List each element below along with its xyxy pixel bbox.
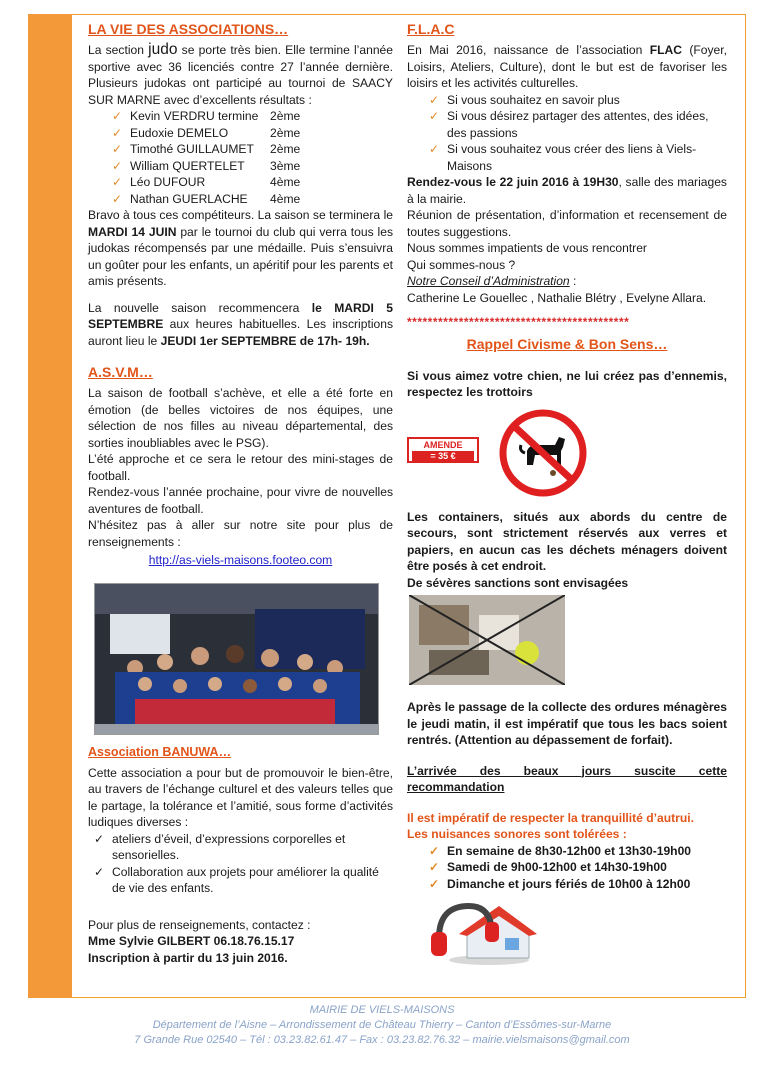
check-icon: ✓: [429, 843, 440, 858]
impatients-text: Nous sommes impatients de vous rencontrer: [407, 241, 647, 255]
list-item: [429, 876, 727, 893]
associations-title: LA VIE DES ASSOCIATIONS…: [88, 21, 289, 37]
check-icon: ✓: [94, 831, 105, 846]
judoka-name: Eudoxie DEMELO: [130, 125, 229, 140]
arrivee-paragraph: L’arrivée des beaux jours suscite cette recommandation: [407, 763, 727, 794]
list-item: [88, 831, 393, 864]
list-item: [88, 864, 393, 897]
conseil-colon: :: [569, 274, 577, 288]
horaire-item: Dimanche et jours fériés de 10h00 à 12h00: [447, 876, 691, 891]
judoka-rank: 2ème: [270, 125, 301, 140]
judoka-rank: 4ème: [270, 175, 301, 189]
footer-departement: Département de l’Aisne – Arrondissement de Château Thierry – Canton d’Essômes-sur-Marne: [152, 1019, 612, 1031]
flac-list: [407, 92, 727, 175]
check-icon: ✓: [94, 864, 105, 879]
no-dog-sign-icon: [497, 407, 589, 499]
check-icon: ✓: [429, 142, 440, 156]
page-footer: [0, 1003, 764, 1048]
judo-intro-start: La section: [88, 43, 149, 57]
horaires-list: [407, 843, 727, 893]
left-column: [88, 20, 393, 966]
list-item: [88, 108, 393, 125]
bravo-start: Bravo à tous ces compétiteurs. La saison se terminera le: [88, 208, 393, 222]
check-icon: ✓: [112, 109, 123, 123]
list-item: [88, 125, 393, 142]
flac-item: Si vous souhaitez vous créer des liens à Viels-Maisons: [447, 142, 697, 173]
list-item: [429, 108, 727, 141]
check-icon: ✓: [112, 175, 123, 189]
sanctions-text: De sévères sanctions sont envisagées: [407, 575, 629, 590]
flac-item: Si vous désirez partager des attentes, des idées, des passions: [447, 109, 709, 140]
qui-text: Qui sommes-nous ?: [407, 257, 516, 272]
conseil-names: Catherine Le Gouellec , Nathalie Blétry , Evelyne Allara.: [407, 290, 707, 305]
season-date: le MARDI 5 SEPTEMBRE: [88, 300, 393, 331]
chien-paragraph: Si vous aimez votre chien, ne lui créez pas d’ennemis, respectez les trottoirs: [407, 368, 727, 399]
flac-rest: (Foyer, Loisirs, Ateliers, Culture), dont le but est de favoriser les loisirs et les activités culturelles.: [407, 43, 727, 90]
judoka-rank: 2ème: [270, 109, 301, 123]
nuisances-text: Les nuisances sonores sont tolérées :: [407, 827, 627, 841]
dog-fine-graphic: [407, 407, 727, 499]
footer-mairie: MAIRIE DE VIELS-MAISONS: [309, 1004, 455, 1016]
amende-label: AMENDE: [423, 439, 463, 450]
list-item: [429, 141, 727, 174]
asvm-paragraph-3: Rendez-vous l’année prochaine, pour vivre de nouvelles aventures de football.: [88, 485, 393, 516]
flac-item: Si vous souhaitez en savoir plus: [447, 92, 620, 107]
imperatif-text: Il est impératif de respecter la tranquillité d’autrui.: [407, 810, 694, 825]
season-inscription: JEUDI 1er SEPTEMBRE de 17h- 19h.: [160, 333, 370, 348]
rdv-place: , salle des mariages à la mairie.: [407, 175, 727, 206]
judoka-name: William QUERTELET: [130, 158, 245, 173]
flac-acronym: FLAC: [649, 43, 682, 57]
conseil-label-text: Notre Conseil d’Administration: [407, 274, 570, 288]
football-team-photo: [94, 583, 379, 735]
season-start: La nouvelle saison recommencera: [88, 300, 312, 315]
bravo-rest: par le tournoi du club qui verra tous les judokas récompensés par une médaille. Puis s’ensuivra un goûter pour les enfants, un apéritif pour les parents et amis présents.: [88, 224, 393, 288]
asvm-paragraph-2: L’été approche et ce sera le retour des mini-stages de football.: [88, 452, 393, 483]
check-icon: ✓: [112, 158, 123, 173]
flac-start: En Mai 2016, naissance de l’association: [407, 43, 650, 57]
crossed-waste-image: [409, 595, 565, 685]
list-item: [88, 174, 393, 191]
bravo-date: MARDI 14 JUIN: [88, 224, 177, 239]
judo-intro-rest: se porte très bien. Elle termine l’année sportive avec 36 licenciés contre 27 l’année dernière. Plusieurs judokas ont participé au tournoi de SAACY SUR MARNE avec d’excellents résultats :: [88, 43, 393, 107]
flac-paragraph: [407, 42, 727, 92]
list-item: [429, 859, 727, 876]
house-headphones-icon: [429, 898, 537, 966]
check-icon: ✓: [429, 876, 440, 891]
team-photo-illustration: [95, 584, 378, 734]
reunion-paragraph: Réunion de présentation, d’information et recensement de toutes suggestions.: [407, 208, 727, 239]
bravo-paragraph: [88, 207, 393, 290]
asvm-paragraph-4: N’hésitez pas à aller sur notre site pour plus de renseignements :: [88, 518, 393, 549]
check-icon: ✓: [112, 191, 123, 206]
season-mid: aux heures habituelles. Les inscriptions auront lieu le: [88, 317, 393, 348]
containers-paragraph: Les containers, situés aux abords du centre de secours, sont strictement réservés aux verres et papiers, en aucun cas les déchets ménagers doivent être posés à cet endroit.: [407, 509, 727, 573]
banuwa-item: Collaboration aux projets pour améliorer la qualité de vie des enfants.: [112, 864, 379, 895]
horaire-item: Samedi de 9h00-12h00 et 14h30-19h00: [447, 860, 667, 874]
amende-box: [407, 437, 479, 463]
waste-photo: [409, 595, 565, 685]
judoka-name: Timothé GUILLAUMET: [130, 142, 254, 156]
orange-side-bar: [28, 14, 72, 998]
flac-title: F.L.A.C: [407, 21, 455, 37]
asvm-title: A.S.V.M…: [88, 364, 153, 380]
asvm-paragraph-1: La saison de football s’achève, et elle a été forte en émotion (de belles victoires de nos équipes, une sélection de nos filles au niveau départemental, des sorties inoubliables avec le PSG).: [88, 386, 393, 450]
banuwa-list: [88, 831, 393, 897]
judoka-rank: 4ème: [270, 191, 301, 206]
judoka-name: Kevin VERDRU termine: [130, 109, 259, 123]
rdv-date: Rendez-vous le 22 juin 2016 à 19H30: [407, 175, 619, 189]
contact-intro: Pour plus de renseignements, contactez :: [88, 917, 311, 932]
amende-value: = 35 €: [412, 451, 474, 461]
asvm-website-link[interactable]: http://as-viels-maisons.footeo.com: [148, 553, 333, 567]
judoka-name: Nathan GUERLACHE: [130, 191, 248, 206]
judo-word: judo: [148, 41, 178, 58]
season-paragraph: [88, 300, 393, 350]
right-column: [407, 20, 727, 971]
judoka-list: [88, 108, 393, 207]
footer-address: 7 Grande Rue 02540 – Tél : 03.23.82.61.47 – Fax : 03.23.82.76.32 – mairie.vielsmaisons@gmail.com: [134, 1034, 630, 1046]
contact-date: Inscription à partir du 13 juin 2016.: [88, 950, 288, 965]
check-icon: ✓: [112, 125, 123, 140]
list-item: [88, 191, 393, 208]
judoka-rank: 2ème: [270, 142, 301, 156]
star-divider: *******************************************: [407, 315, 630, 329]
judoka-rank: 3ème: [270, 158, 301, 173]
check-icon: ✓: [429, 860, 440, 874]
list-item: [88, 158, 393, 175]
collecte-paragraph: Après le passage de la collecte des ordures ménagères le jeudi matin, il est impératif que tous les bacs soient rentrés. (Attention au dépassement de forfait).: [407, 700, 727, 747]
check-icon: ✓: [429, 109, 440, 123]
banuwa-item: ateliers d’éveil, d’expressions corporelles et sensorielles.: [112, 831, 346, 862]
contact-name: Mme Sylvie GILBERT 06.18.76.15.17: [88, 934, 295, 948]
rdv-paragraph: [407, 174, 727, 207]
civisme-title: Rappel Civisme & Bon Sens…: [466, 335, 668, 352]
conseil-label: [407, 273, 727, 290]
check-icon: ✓: [429, 92, 440, 107]
banuwa-paragraph: Cette association a pour but de promouvoir le bien-être, au travers de l’échange culturel et des valeurs telles que le partage, la tolérance et l’amitié, sous forme d’activités ludiques diverses :: [88, 765, 393, 829]
check-icon: ✓: [112, 142, 123, 156]
judo-intro: [88, 42, 393, 108]
list-item: [88, 141, 393, 158]
banuwa-title: Association BANUWA…: [88, 744, 232, 759]
list-item: [429, 843, 727, 860]
horaire-item: En semaine de 8h30-12h00 et 13h30-19h00: [447, 843, 692, 858]
list-item: [429, 92, 727, 109]
judoka-name: Léo DUFOUR: [130, 175, 206, 189]
